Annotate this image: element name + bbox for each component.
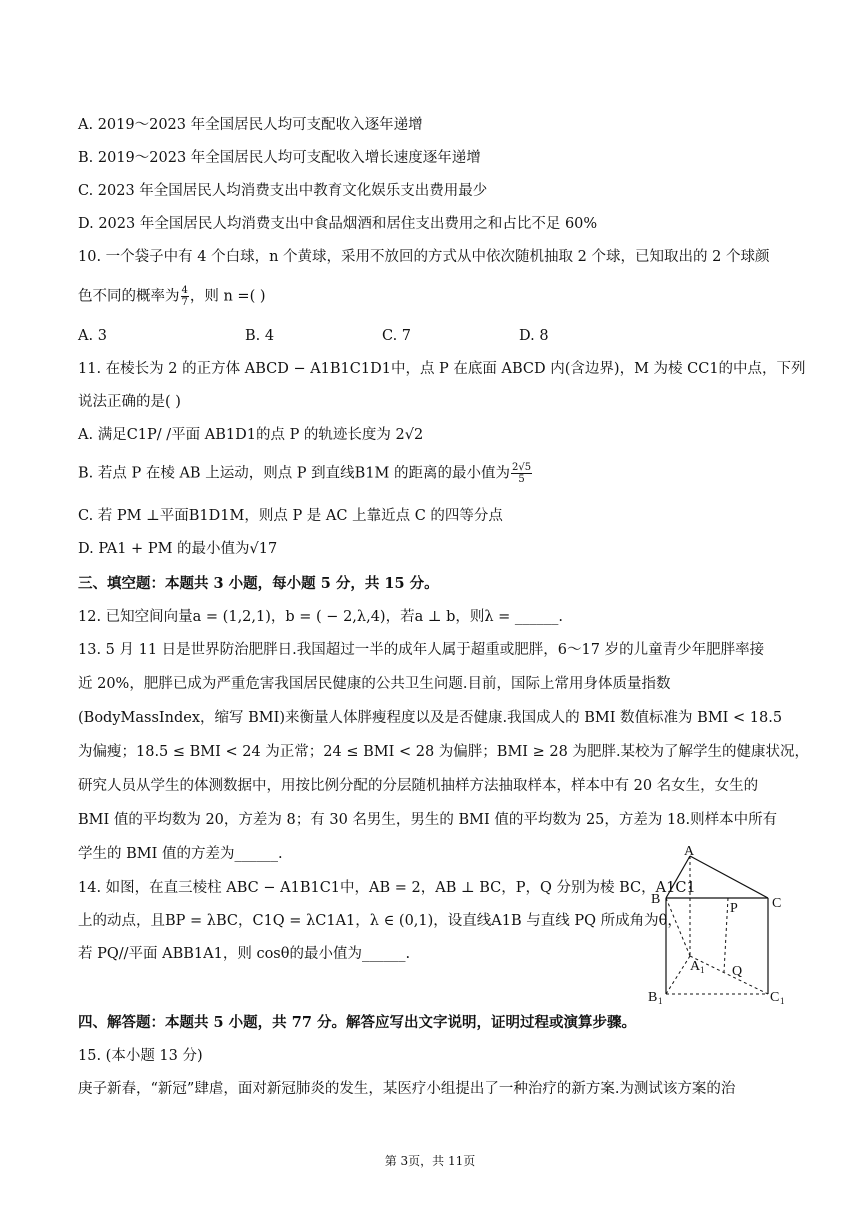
q10-option-a: A. 3 — [78, 328, 107, 344]
label-p: P — [730, 901, 738, 916]
label-b1: B — [648, 990, 658, 1005]
q11-option-d: D. PA1 + PM 的最小值为√17 — [78, 541, 278, 557]
q10-option-d: D. 8 — [519, 328, 549, 344]
q13-line: 研究人员从学生的体测数据中，用按比例分配的分层随机抽样方法抽取样本，样本中有 20 名女生，女生的 — [78, 778, 759, 794]
q11-b-frac-den: 5 — [518, 474, 525, 485]
q11-option-b-fraction — [511, 462, 532, 485]
q10-stem-suffix: ，则 n =( ) — [189, 288, 266, 305]
q10-frac-num: 4 — [181, 285, 188, 296]
label-b: B — [651, 892, 661, 907]
q13-line: (BodyMassIndex，缩写 BMI)来衡量人体胖瘦程度以及是否健康.我国成人的 BMI 数值标准为 BMI < 18.5 — [78, 710, 783, 726]
edge-a1b1 — [666, 956, 690, 994]
q11-option-b-text: B. 若点 P 在棱 AB 上运动，则点 P 到直线B1M 的距离的最小值为 — [78, 465, 511, 482]
label-a1-subscript: 1 — [700, 965, 705, 975]
q11-stem-line2: 说法正确的是( ) — [78, 394, 181, 410]
q11-option-a: A. 满足C1P/ /平面 AB1D1的点 P 的轨迹长度为 2√2 — [78, 427, 424, 443]
q11-stem-line1: 11. 在棱长为 2 的正方体 ABCD − A1B1C1D1中，点 P 在底面 ABCD 内(含边界)，M 为棱 CC1的中点，下列 — [78, 361, 806, 377]
q13-line: 学生的 BMI 值的方差为______. — [78, 846, 283, 862]
label-b1-subscript: 1 — [658, 996, 663, 1006]
label-a: A — [684, 846, 695, 859]
q14-line: 上的动点，且BP = λBC，C1Q = λC1A1，λ ∈ (0,1)，设直线A1B 与直线 PQ 所成角为θ， — [78, 913, 682, 929]
label-c: C — [772, 896, 782, 911]
label-c1-subscript: 1 — [780, 996, 785, 1006]
q10-stem-prefix: 色不同的概率为 — [78, 288, 180, 305]
section-4-heading: 四、解答题：本题共 5 小题，共 77 分。解答应写出文字说明，证明过程或演算步骤。 — [78, 1014, 636, 1031]
segment-pq — [724, 898, 728, 972]
edge-a1c1 — [690, 956, 768, 994]
q9-option-c: C. 2023 年全国居民人均消费支出中教育文化娱乐支出费用最少 — [78, 183, 488, 199]
page-footer: 第 3页，共 11页 — [384, 1154, 476, 1168]
edge-ab — [666, 856, 690, 898]
label-q: Q — [732, 964, 743, 979]
q13-line: 近 20%，肥胖已成为严重危害我国居民健康的公共卫生问题.目前，国际上常用身体质量指数 — [78, 676, 671, 692]
q11-option-b — [78, 462, 780, 485]
q11-b-frac-num: 2√5 — [512, 462, 532, 473]
q12-stem: 12. 已知空间向量a = (1,2,1)，b = ( − 2,λ,4)，若a ⊥ b，则λ = ______. — [78, 609, 564, 625]
q15-stem: 庚子新春，“新冠”肆虐，面对新冠肺炎的发生，某医疗小组提出了一种治疗的新方案.为测试该方案的治 — [78, 1081, 736, 1097]
q9-option-d: D. 2023 年全国居民人均消费支出中食品烟酒和居住支出费用之和占比不足 60% — [78, 216, 598, 232]
segment-a1b — [666, 898, 690, 956]
section-3-heading: 三、填空题：本题共 3 小题，每小题 5 分，共 15 分。 — [78, 575, 439, 592]
q10-stem-line1: 10. 一个袋子中有 4 个白球，n 个黄球，采用不放回的方式从中依次随机抽取 2 个球，已知取出的 2 个球颜 — [78, 249, 770, 265]
q11-option-c: C. 若 PM ⊥平面B1D1M，则点 P 是 AC 上靠近点 C 的四等分点 — [78, 508, 503, 524]
edge-ac — [690, 856, 768, 898]
q14-line: 14. 如图，在直三棱柱 ABC − A1B1C1中，AB = 2，AB ⊥ BC，P，Q 分别为棱 BC，A1C1 — [78, 880, 696, 896]
q10-option-c: C. 7 — [382, 328, 412, 344]
q9-option-b: B. 2019～2023 年全国居民人均可支配收入增长速度逐年递增 — [78, 150, 481, 166]
q10-stem-line2 — [78, 285, 780, 308]
label-c1: C — [770, 990, 780, 1005]
q10-frac-den: 7 — [181, 297, 188, 308]
q13-line: BMI 值的平均数为 20，方差为 8；有 30 名男生，男生的 BMI 值的平均数为 25，方差为 18.则样本中所有 — [78, 812, 778, 828]
q14-line: 若 PQ//平面 ABB1A1，则 cosθ的最小值为______. — [78, 946, 411, 962]
q9-option-a: A. 2019～2023 年全国居民人均可支配收入逐年递增 — [78, 117, 423, 133]
q10-fraction — [181, 285, 189, 308]
prism-figure — [644, 846, 794, 1008]
q13-line: 为偏瘦；18.5 ≤ BMI < 24 为正常；24 ≤ BMI < 28 为偏胖；BMI ≥ 28 为肥胖.某校为了解学生的健康状况， — [78, 744, 810, 760]
label-a1: A — [690, 959, 701, 974]
q15-heading: 15. (本小题 13 分) — [78, 1048, 203, 1064]
q13-line: 13. 5 月 11 日是世界防治肥胖日.我国超过一半的成年人属于超重或肥胖，6～17 岁的儿童青少年肥胖率接 — [78, 642, 765, 658]
q10-option-b: B. 4 — [245, 328, 275, 344]
